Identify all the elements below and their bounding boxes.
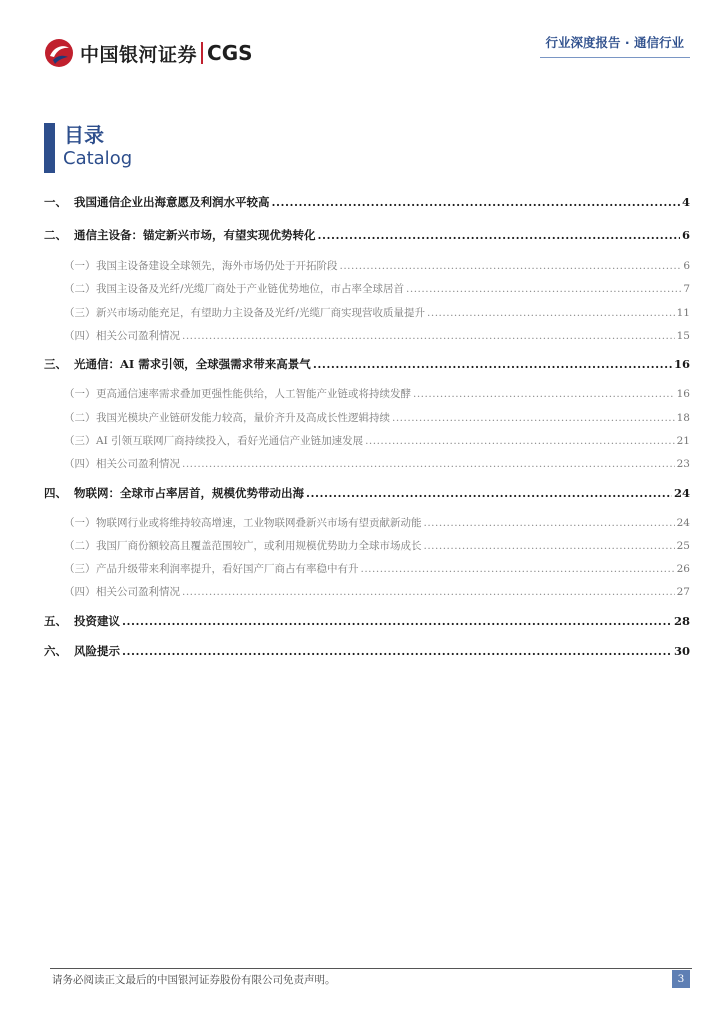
catalog-title-cn: 目录: [64, 123, 104, 147]
toc-entry[interactable]: [44, 433, 690, 451]
toc-entry[interactable]: [44, 515, 690, 533]
toc-leader-dots: [413, 388, 675, 400]
toc-entry-title: 我国主设备建设全球领先，海外市场仍处于开拓阶段: [96, 260, 338, 272]
toc-entry-number: （二）: [64, 540, 96, 552]
toc-entry-page: 15: [676, 330, 690, 342]
toc-entry-title: 相关公司盈利情况: [96, 458, 180, 470]
toc-leader-dots: [424, 540, 675, 552]
toc-entry[interactable]: [44, 328, 690, 346]
toc-entry[interactable]: [44, 194, 690, 212]
toc-entry[interactable]: [44, 538, 690, 556]
toc-entry[interactable]: [44, 584, 690, 602]
footer-disclaimer: 请务必阅读正文最后的中国银河证券股份有限公司免责声明。: [52, 974, 336, 986]
toc-entry[interactable]: [44, 305, 690, 323]
toc-entry-title: 风险提示: [74, 644, 120, 658]
toc-entry-title: 光通信：AI 需求引领，全球强需求带来高景气: [74, 357, 311, 371]
toc-entry-page: 16: [676, 388, 690, 400]
toc-entry[interactable]: [44, 561, 690, 579]
toc-leader-dots: [306, 486, 672, 500]
toc-entry[interactable]: [44, 613, 690, 631]
toc-entry-title: 物联网：全球市占率居首，规模优势带动出海: [74, 486, 304, 500]
toc-entry-number: 一、: [44, 195, 67, 209]
toc-leader-dots: [427, 307, 675, 319]
toc-entry-title: 相关公司盈利情况: [96, 586, 180, 598]
toc-entry-title: 我国主设备及光纤/光缆厂商处于产业链优势地位，市占率全球居首: [96, 283, 405, 295]
toc-entry-number: （一）: [64, 260, 96, 272]
toc-leader-dots: [392, 412, 675, 424]
toc-entry-number: （四）: [64, 458, 96, 470]
logo-en: CGS: [207, 41, 253, 65]
toc-entry-number: （二）: [64, 283, 96, 295]
toc-leader-dots: [122, 614, 672, 628]
toc-entry[interactable]: [44, 227, 690, 245]
toc-entry-number: （三）: [64, 307, 96, 319]
toc-leader-dots: [424, 517, 675, 529]
toc-entry-page: 23: [676, 458, 690, 470]
toc-entry-page: 26: [676, 563, 690, 575]
toc-entry[interactable]: [44, 410, 690, 428]
toc-entry[interactable]: [44, 386, 690, 404]
toc-entry-page: 18: [676, 412, 690, 424]
report-type: 行业深度报告 · 通信行业: [545, 35, 684, 50]
toc-entry-title: 更高通信速率需求叠加更强性能供给，人工智能产业链或将持续发酵: [96, 388, 411, 400]
toc-entry-title: 产品升级带来利润率提升，看好国产厂商占有率稳中有升: [96, 563, 359, 575]
toc-entry-page: 6: [681, 228, 690, 242]
toc-entry[interactable]: [44, 643, 690, 661]
toc-entry-page: 28: [673, 614, 690, 628]
toc-entry-page: 6: [683, 260, 690, 272]
cgs-logo: [44, 38, 253, 68]
toc-entry-page: 4: [681, 195, 690, 209]
toc-entry-page: 25: [676, 540, 690, 552]
toc-entry-number: （二）: [64, 412, 96, 424]
toc-entry-title: 相关公司盈利情况: [96, 330, 180, 342]
toc-entry[interactable]: [44, 281, 690, 299]
toc-entry-page: 21: [676, 435, 690, 447]
toc-entry-title: 我国厂商份额较高且覆盖范围较广，或利用规模优势助力全球市场成长: [96, 540, 422, 552]
toc-entry-number: （一）: [64, 388, 96, 400]
toc-entry-number: （四）: [64, 586, 96, 598]
toc-leader-dots: [361, 563, 675, 575]
toc-entry-page: 24: [673, 486, 690, 500]
toc-entry-page: 27: [676, 586, 690, 598]
toc-entry-number: 六、: [44, 644, 67, 658]
toc-entry-page: 30: [673, 644, 690, 658]
logo-text: 中国银河证券: [80, 43, 198, 66]
toc-entry-number: （一）: [64, 517, 96, 529]
toc-leader-dots: [182, 330, 675, 342]
toc-entry-title: 物联网行业或将维持较高增速，工业物联网叠新兴市场有望贡献新动能: [96, 517, 422, 529]
toc-entry-page: 7: [683, 283, 690, 295]
toc-leader-dots: [122, 644, 672, 658]
toc-leader-dots: [340, 260, 682, 272]
toc-entry[interactable]: [44, 456, 690, 474]
toc-entry-number: （四）: [64, 330, 96, 342]
footer-divider: [50, 968, 692, 969]
toc-entry-title: 投资建议: [74, 614, 120, 628]
toc-leader-dots: [406, 283, 681, 295]
page-number: 3: [672, 970, 690, 988]
toc-entry-page: 24: [676, 517, 690, 529]
catalog-title-en: Catalog: [63, 148, 133, 169]
logo-divider: [201, 42, 203, 64]
toc-entry[interactable]: [44, 356, 690, 374]
toc-leader-dots: [182, 458, 675, 470]
toc-entry-number: 二、: [44, 228, 67, 242]
toc-entry-number: （三）: [64, 563, 96, 575]
toc-entry[interactable]: [44, 485, 690, 503]
catalog-accent-bar: [44, 123, 55, 173]
toc-entry-page: 11: [676, 307, 690, 319]
toc-leader-dots: [318, 228, 680, 242]
header-divider: [540, 57, 690, 58]
toc-leader-dots: [365, 435, 675, 447]
toc-entry-title: AI 引领互联网厂商持续投入，看好光通信产业链加速发展: [96, 435, 364, 447]
toc-entry-number: 三、: [44, 357, 67, 371]
toc-entry-page: 16: [673, 357, 690, 371]
toc-entry-number: 五、: [44, 614, 67, 628]
toc-entry-title: 通信主设备：锚定新兴市场，有望实现优势转化: [74, 228, 316, 242]
toc-entry-number: 四、: [44, 486, 67, 500]
toc-leader-dots: [272, 195, 680, 209]
toc-entry-title: 我国光模块产业链研发能力较高，量价齐升及高成长性逻辑持续: [96, 412, 390, 424]
toc-entry-title: 新兴市场动能充足，有望助力主设备及光纤/光缆厂商实现营收质量提升: [96, 307, 426, 319]
toc-entry-title: 我国通信企业出海意愿及利润水平较高: [74, 195, 270, 209]
toc-entry[interactable]: [44, 258, 690, 276]
toc-leader-dots: [182, 586, 675, 598]
toc-leader-dots: [313, 357, 672, 371]
toc-entry-number: （三）: [64, 435, 96, 447]
cgs-logo-icon: [44, 38, 74, 68]
